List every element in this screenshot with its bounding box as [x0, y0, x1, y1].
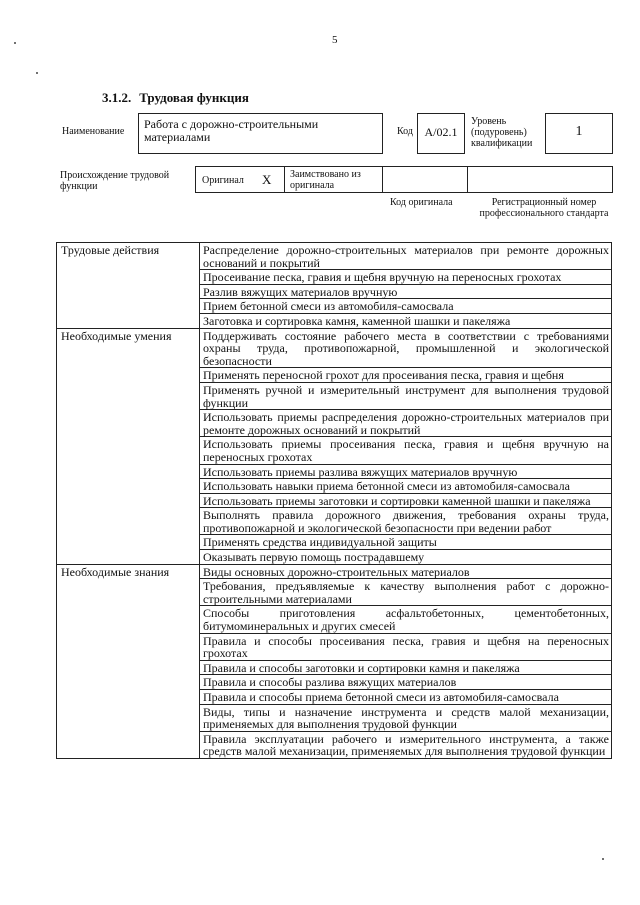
origin-row	[195, 166, 613, 193]
table-cell: Использовать приемы просеивания песка, гравия и щебня вручную на переносных грохотах	[200, 437, 612, 464]
table-cell: Правила и способы приема бетонной смеси из автомобиля-самосвала	[200, 690, 612, 705]
required-knowledge-label: Необходимые знания	[57, 564, 200, 758]
divider	[467, 167, 468, 192]
table-row	[57, 328, 612, 368]
table-cell: Правила и способы заготовки и сортировки камня и пакеляжа	[200, 660, 612, 675]
table-cell: Выполнять правила дорожного движения, требования охраны труда, противопожарной и экологической безопасности при ведении работ	[200, 508, 612, 535]
table-cell: Заготовка и сортировка камня, каменной шашки и пакеляжа	[200, 313, 612, 328]
origin-label: Происхождение трудовой функции	[60, 170, 170, 192]
name-label: Наименование	[62, 126, 125, 137]
table-cell: Правила и способы просеивания песка, гравия и щебня на переносных грохотах	[200, 633, 612, 660]
table-cell: Просеивание песка, гравия и щебня вручную на переносных грохотах	[200, 270, 612, 285]
required-skills-label: Необходимые умения	[57, 328, 200, 564]
original-label: Оригинал	[202, 175, 244, 186]
table-cell: Поддерживать состояние рабочего места в соответствии с требованиями охраны труда, противопожарной, промышленной и экологической безопасности	[200, 328, 612, 368]
labor-actions-section	[57, 243, 612, 329]
name-value-box	[138, 113, 383, 154]
table-cell: Виды, типы и назначение инструмента и средств малой механизации, применяемых для выполнения трудовой функции	[200, 704, 612, 731]
scan-speck	[36, 72, 38, 74]
level-label: Уровень (подуровень) квалификации	[471, 116, 533, 149]
code-value-box	[417, 113, 465, 154]
required-skills-section	[57, 328, 612, 564]
borrowed-label: Заимствовано из оригинала	[290, 169, 361, 191]
table-cell: Прием бетонной смеси из автомобиля-самосвала	[200, 299, 612, 314]
section-number: 3.1.2.	[102, 90, 132, 105]
table-cell: Способы приготовления асфальтобетонных, цементобетонных, битумоминеральных и других смесей	[200, 606, 612, 633]
table-cell: Оказывать первую помощь пострадавшему	[200, 550, 612, 565]
table-cell: Использовать приемы заготовки и сортировки каменной шашки и пакеляжа	[200, 493, 612, 508]
table-cell: Правила эксплуатации рабочего и измерительного инструмента, а также средств малой механизации, применяемых для выполнения трудовой функции	[200, 731, 612, 758]
section-title: Трудовая функция	[139, 90, 249, 105]
table-row	[57, 564, 612, 579]
table-cell: Разлив вяжущих материалов вручную	[200, 284, 612, 299]
table-cell: Правила и способы разлива вяжущих материалов	[200, 675, 612, 690]
table-cell: Требования, предъявляемые к качеству выполнения работ с дорожно-строительными материалами	[200, 579, 612, 606]
level-value-box	[545, 113, 613, 154]
code-value: A/02.1	[424, 125, 458, 139]
divider	[382, 167, 383, 192]
level-value: 1	[575, 124, 583, 139]
function-table	[56, 242, 612, 759]
name-value: Работа с дорожно-строительными материалами	[144, 117, 319, 144]
table-cell: Применять средства индивидуальной защиты	[200, 535, 612, 550]
code-label: Код	[397, 126, 413, 137]
table-cell: Применять переносной грохот для просеивания песка, гравия и щебня	[200, 368, 612, 383]
labor-actions-label: Трудовые действия	[57, 243, 200, 329]
table-cell: Распределение дорожно-строительных материалов при ремонте дорожных оснований и покрытий	[200, 243, 612, 270]
table-cell: Применять ручной и измерительный инструмент для выполнения трудовой функции	[200, 382, 612, 409]
reg-number-label: Регистрационный номер профессионального стандарта	[479, 197, 609, 219]
table-cell: Использовать приемы распределения дорожно-строительных материалов при ремонте дорожных оснований и покрытий	[200, 410, 612, 437]
divider	[284, 167, 285, 192]
original-mark: X	[262, 172, 272, 187]
table-cell: Использовать приемы разлива вяжущих материалов вручную	[200, 464, 612, 479]
page-number: 5	[332, 34, 338, 46]
table-cell: Виды основных дорожно-строительных материалов	[200, 564, 612, 579]
section-heading	[102, 90, 249, 106]
scan-speck	[14, 42, 16, 44]
table-cell: Использовать навыки приема бетонной смеси из автомобиля-самосвала	[200, 479, 612, 494]
required-knowledge-section	[57, 564, 612, 758]
scan-speck	[602, 858, 604, 860]
code-original-label: Код оригинала	[390, 197, 453, 208]
table-row	[57, 243, 612, 270]
